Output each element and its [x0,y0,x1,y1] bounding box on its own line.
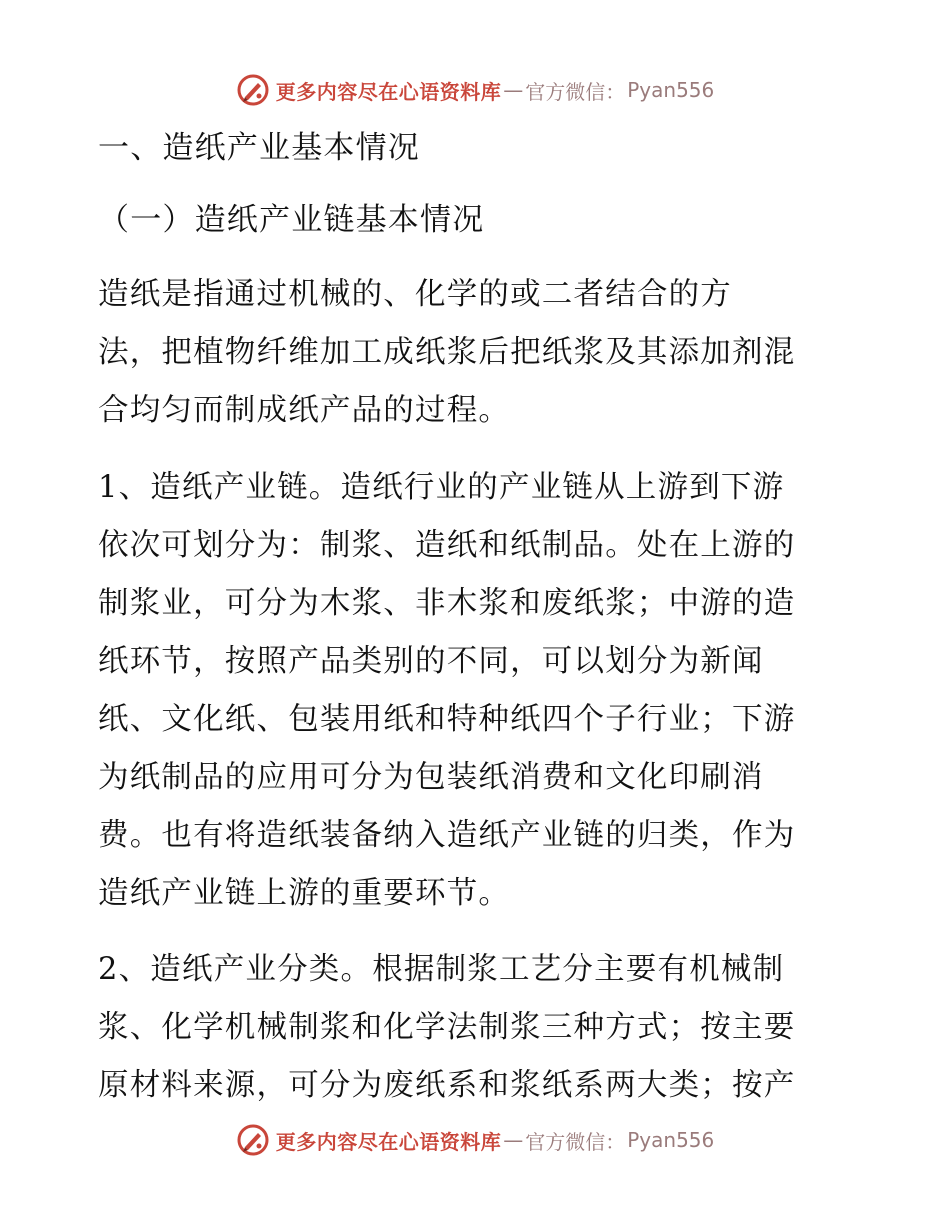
paragraph-line: 原材料来源，可分为废纸系和浆纸系两大类；按产 [98,1068,796,1103]
watermark-sub-text: 官方微信： [525,1129,626,1154]
paragraph-line: 依次可划分为：制浆、造纸和纸制品。处在上游的 [98,528,796,563]
section-heading: 一、造纸产业基本情况 [98,130,420,166]
paragraph-line: 费。也有将造纸装备纳入造纸产业链的归类，作为 [98,818,796,853]
watermark-banner-bottom [0,1120,950,1160]
subsection-heading: （一）造纸产业链基本情况 [98,202,485,238]
watermark-main-text: 更多内容尽在心语资料库 [275,79,502,104]
paragraph-line: 1、造纸产业链。造纸行业的产业链从上游到下游 [98,470,785,505]
watermark-main-text: 更多内容尽在心语资料库 [275,1129,502,1154]
watermark-sub-text: 官方微信： [525,79,626,104]
watermark-dash: — [503,78,524,102]
paragraph-line: 2、造纸产业分类。根据制浆工艺分主要有机械制 [98,952,785,987]
watermark-banner-top [0,70,950,110]
pen-logo-icon [236,73,270,107]
pen-logo-icon [236,1123,270,1157]
paragraph-line: 纸环节，按照产品类别的不同，可以划分为新闻 [98,644,764,679]
paragraph-line: 法，把植物纤维加工成纸浆后把纸浆及其添加剂混 [98,335,796,370]
paragraph-line: 为纸制品的应用可分为包装纸消费和文化印刷消 [98,760,764,795]
paragraph-line: 合均匀而制成纸产品的过程。 [98,393,511,428]
paragraph-line: 制浆业，可分为木浆、非木浆和废纸浆；中游的造 [98,586,796,621]
watermark-wechat-id: Pyan556 [627,1128,715,1152]
paragraph-line: 浆、化学机械制浆和化学法制浆三种方式；按主要 [98,1010,796,1045]
watermark-dash: — [503,1128,524,1152]
watermark-wechat-id: Pyan556 [627,78,715,102]
paragraph-line: 纸、文化纸、包装用纸和特种纸四个子行业；下游 [98,702,796,737]
paragraph-line: 造纸是指通过机械的、化学的或二者结合的方 [98,277,732,312]
paragraph-line: 造纸产业链上游的重要环节。 [98,876,511,911]
